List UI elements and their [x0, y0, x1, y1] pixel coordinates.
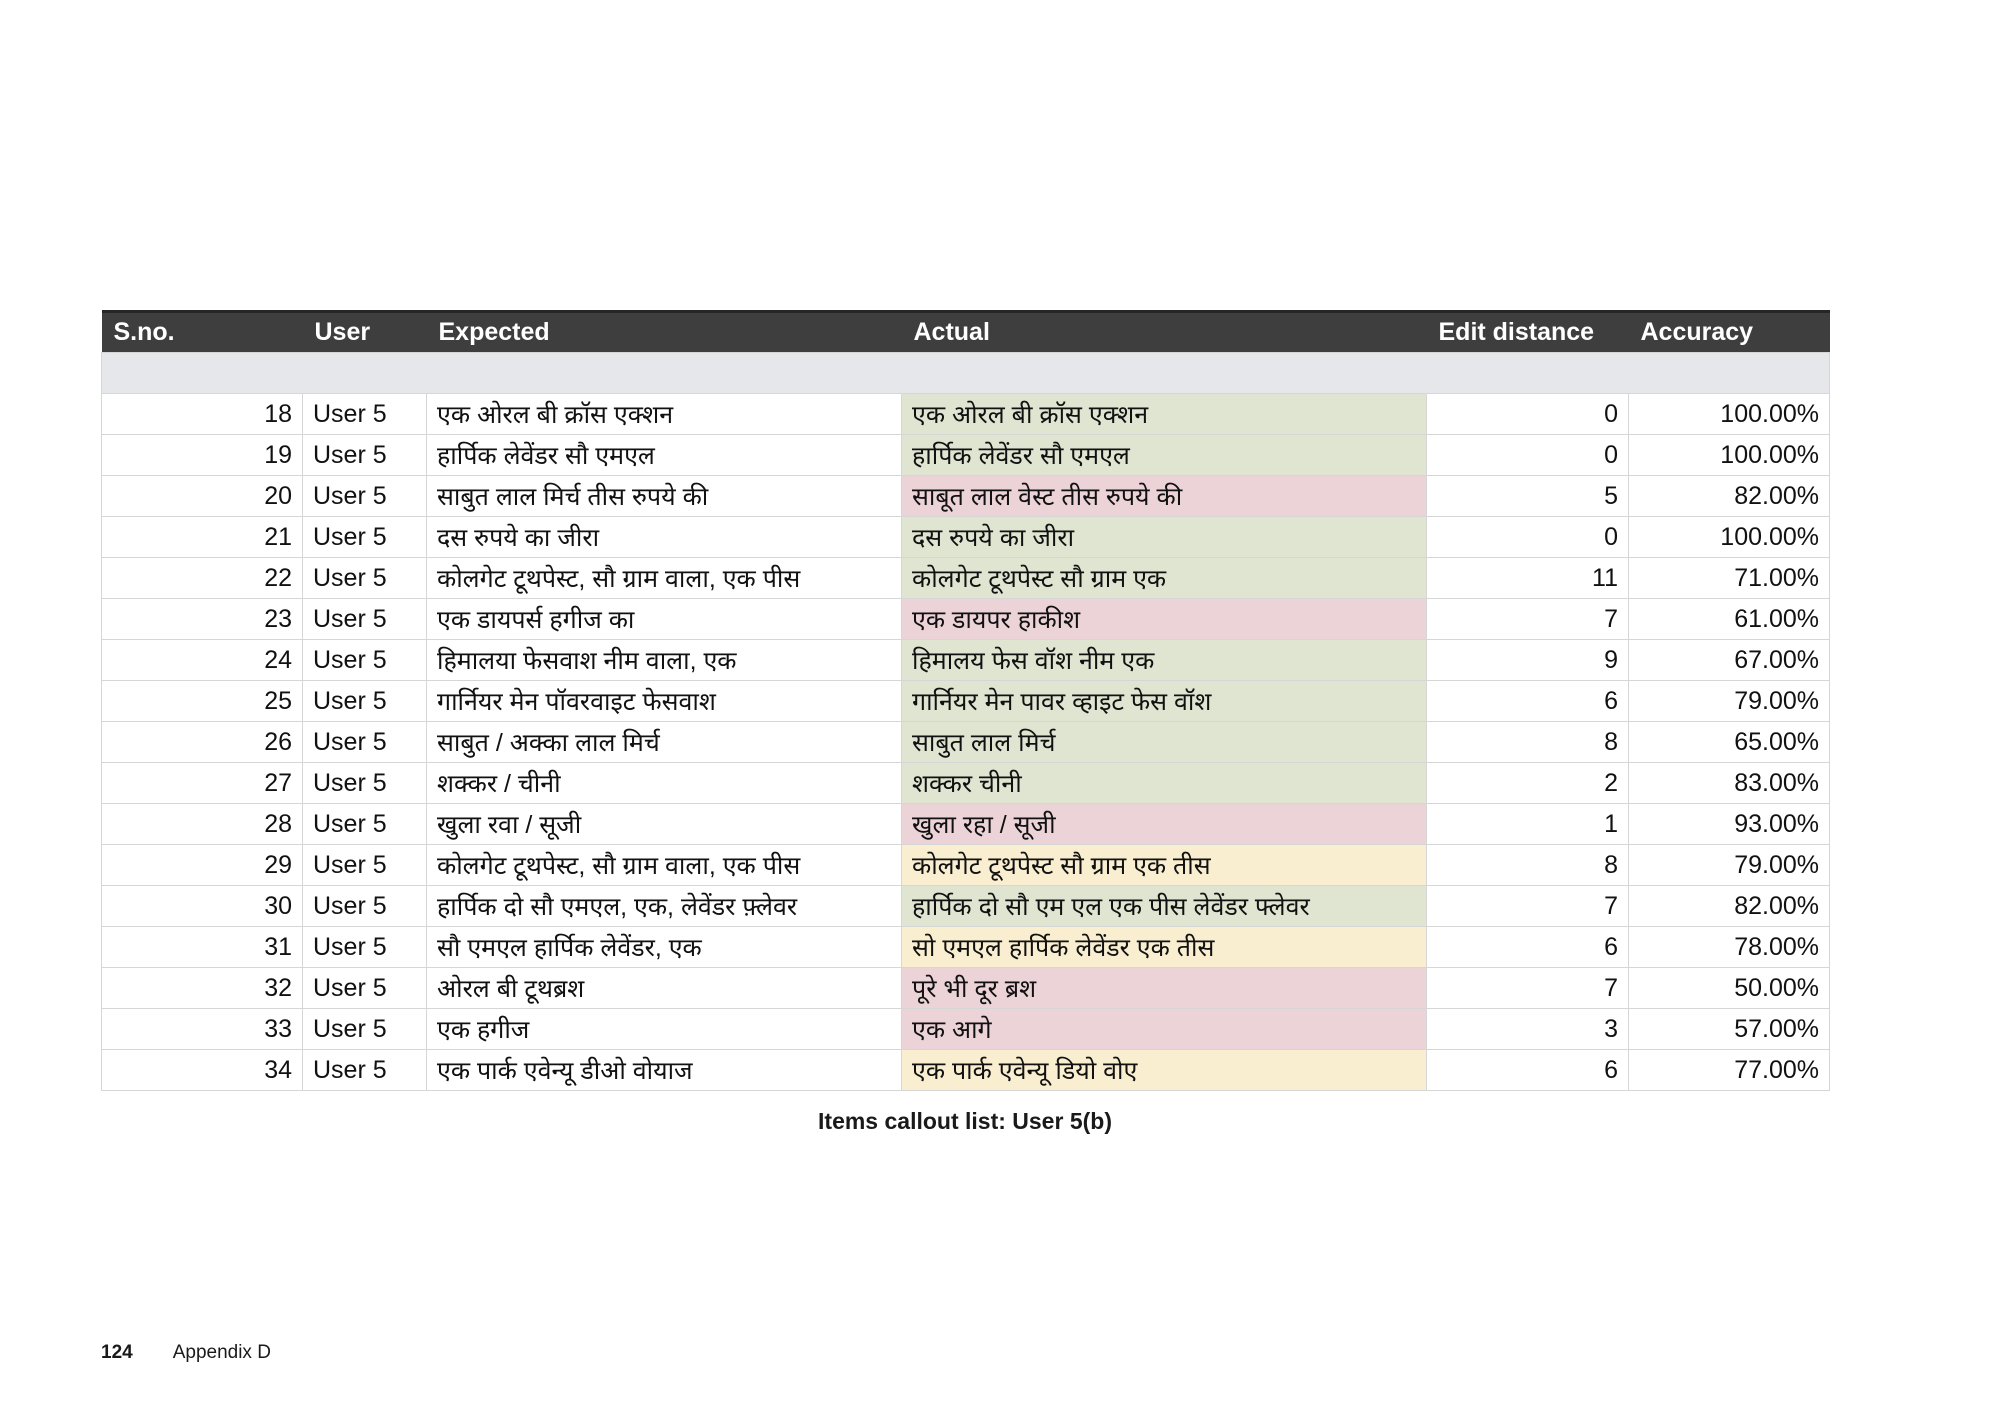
cell-sno: 33 — [102, 1009, 303, 1050]
cell-sno: 20 — [102, 476, 303, 517]
cell-sno: 30 — [102, 886, 303, 927]
cell-accuracy: 79.00% — [1629, 845, 1830, 886]
col-header-user: User — [303, 312, 427, 353]
table-caption: Items callout list: User 5(b) — [818, 1108, 1112, 1134]
cell-expected: साबुत लाल मिर्च तीस रुपये की — [427, 476, 902, 517]
table-row — [102, 558, 1830, 599]
table-row — [102, 681, 1830, 722]
cell-actual: दस रुपये का जीरा — [902, 517, 1427, 558]
table-row — [102, 886, 1830, 927]
cell-sno: 19 — [102, 435, 303, 476]
cell-sno: 32 — [102, 968, 303, 1009]
table-header-row — [102, 312, 1830, 353]
cell-edit-distance: 6 — [1427, 1050, 1629, 1091]
cell-accuracy: 57.00% — [1629, 1009, 1830, 1050]
cell-accuracy: 50.00% — [1629, 968, 1830, 1009]
cell-accuracy: 82.00% — [1629, 886, 1830, 927]
cell-actual: कोलगेट टूथपेस्ट सौ ग्राम एक — [902, 558, 1427, 599]
cell-actual: कोलगेट टूथपेस्ट सौ ग्राम एक तीस — [902, 845, 1427, 886]
cell-edit-distance: 6 — [1427, 927, 1629, 968]
cell-actual: गार्नियर मेन पावर व्हाइट फेस वॉश — [902, 681, 1427, 722]
table-row — [102, 845, 1830, 886]
table-row — [102, 968, 1830, 1009]
cell-user: User 5 — [303, 517, 427, 558]
cell-edit-distance: 2 — [1427, 763, 1629, 804]
cell-user: User 5 — [303, 1050, 427, 1091]
table-row — [102, 435, 1830, 476]
cell-sno: 34 — [102, 1050, 303, 1091]
cell-edit-distance: 3 — [1427, 1009, 1629, 1050]
cell-edit-distance: 0 — [1427, 435, 1629, 476]
cell-expected: एक डायपर्स हगीज का — [427, 599, 902, 640]
cell-expected: एक हगीज — [427, 1009, 902, 1050]
cell-actual: एक आगे — [902, 1009, 1427, 1050]
cell-edit-distance: 8 — [1427, 722, 1629, 763]
accuracy-table — [101, 310, 1830, 1091]
cell-expected: खुला रवा / सूजी — [427, 804, 902, 845]
cell-accuracy: 79.00% — [1629, 681, 1830, 722]
table-row — [102, 394, 1830, 435]
cell-sno: 27 — [102, 763, 303, 804]
cell-actual: हार्पिक दो सौ एम एल एक पीस लेवेंडर फ्लेवर — [902, 886, 1427, 927]
cell-accuracy: 67.00% — [1629, 640, 1830, 681]
cell-actual: एक ओरल बी क्रॉस एक्शन — [902, 394, 1427, 435]
cell-actual: पूरे भी दूर ब्रश — [902, 968, 1427, 1009]
cell-accuracy: 82.00% — [1629, 476, 1830, 517]
cell-edit-distance: 11 — [1427, 558, 1629, 599]
cell-accuracy: 61.00% — [1629, 599, 1830, 640]
table-row — [102, 1009, 1830, 1050]
cell-expected: कोलगेट टूथपेस्ट, सौ ग्राम वाला, एक पीस — [427, 558, 902, 599]
cell-expected: साबुत / अक्का लाल मिर्च — [427, 722, 902, 763]
cell-edit-distance: 1 — [1427, 804, 1629, 845]
cell-accuracy: 100.00% — [1629, 517, 1830, 558]
cell-expected: हार्पिक दो सौ एमएल, एक, लेवेंडर फ़्लेवर — [427, 886, 902, 927]
cell-edit-distance: 0 — [1427, 394, 1629, 435]
table-row — [102, 640, 1830, 681]
cell-edit-distance: 8 — [1427, 845, 1629, 886]
cell-edit-distance: 9 — [1427, 640, 1629, 681]
cell-actual: शक्कर चीनी — [902, 763, 1427, 804]
cell-sno: 26 — [102, 722, 303, 763]
cell-accuracy: 100.00% — [1629, 394, 1830, 435]
cell-expected: दस रुपये का जीरा — [427, 517, 902, 558]
cell-edit-distance: 7 — [1427, 599, 1629, 640]
col-header-actual: Actual — [902, 312, 1427, 353]
col-header-edit-distance: Edit distance — [1427, 312, 1629, 353]
cell-sno: 28 — [102, 804, 303, 845]
cell-sno: 31 — [102, 927, 303, 968]
table-row — [102, 476, 1830, 517]
cell-actual: साबूत लाल वेस्ट तीस रुपये की — [902, 476, 1427, 517]
cell-expected: एक पार्क एवेन्यू डीओ वोयाज — [427, 1050, 902, 1091]
cell-accuracy: 100.00% — [1629, 435, 1830, 476]
cell-actual: एक डायपर हाकीश — [902, 599, 1427, 640]
cell-user: User 5 — [303, 681, 427, 722]
cell-expected: गार्नियर मेन पॉवरवाइट फेसवाश — [427, 681, 902, 722]
cell-edit-distance: 6 — [1427, 681, 1629, 722]
col-header-accuracy: Accuracy — [1629, 312, 1830, 353]
col-header-sno: S.no. — [102, 312, 303, 353]
cell-user: User 5 — [303, 640, 427, 681]
cell-expected: शक्कर / चीनी — [427, 763, 902, 804]
cell-actual: साबुत लाल मिर्च — [902, 722, 1427, 763]
cell-user: User 5 — [303, 845, 427, 886]
table-row — [102, 1050, 1830, 1091]
cell-user: User 5 — [303, 927, 427, 968]
cell-user: User 5 — [303, 599, 427, 640]
cell-edit-distance: 7 — [1427, 886, 1629, 927]
cell-user: User 5 — [303, 435, 427, 476]
cell-user: User 5 — [303, 558, 427, 599]
cell-user: User 5 — [303, 722, 427, 763]
cell-actual: सो एमएल हार्पिक लेवेंडर एक तीस — [902, 927, 1427, 968]
page-footer — [101, 1342, 271, 1364]
cell-sno: 25 — [102, 681, 303, 722]
col-header-expected: Expected — [427, 312, 902, 353]
cell-sno: 22 — [102, 558, 303, 599]
table-row — [102, 804, 1830, 845]
page-number: 124 — [101, 1342, 133, 1363]
cell-expected: हार्पिक लेवेंडर सौ एमएल — [427, 435, 902, 476]
cell-accuracy: 77.00% — [1629, 1050, 1830, 1091]
cell-user: User 5 — [303, 886, 427, 927]
cell-user: User 5 — [303, 804, 427, 845]
cell-expected: हिमालया फेसवाश नीम वाला, एक — [427, 640, 902, 681]
table-row — [102, 927, 1830, 968]
header-gap-strip — [102, 353, 1830, 394]
cell-user: User 5 — [303, 763, 427, 804]
cell-sno: 29 — [102, 845, 303, 886]
cell-accuracy: 71.00% — [1629, 558, 1830, 599]
cell-edit-distance: 5 — [1427, 476, 1629, 517]
cell-accuracy: 93.00% — [1629, 804, 1830, 845]
cell-user: User 5 — [303, 476, 427, 517]
cell-accuracy: 83.00% — [1629, 763, 1830, 804]
cell-expected: एक ओरल बी क्रॉस एक्शन — [427, 394, 902, 435]
cell-actual: खुला रहा / सूजी — [902, 804, 1427, 845]
table-row — [102, 763, 1830, 804]
table-row — [102, 599, 1830, 640]
cell-accuracy: 78.00% — [1629, 927, 1830, 968]
cell-sno: 23 — [102, 599, 303, 640]
cell-edit-distance: 7 — [1427, 968, 1629, 1009]
footer-section-label: Appendix D — [172, 1342, 271, 1363]
table-row — [102, 722, 1830, 763]
cell-expected: ओरल बी टूथब्रश — [427, 968, 902, 1009]
cell-expected: कोलगेट टूथपेस्ट, सौ ग्राम वाला, एक पीस — [427, 845, 902, 886]
cell-sno: 21 — [102, 517, 303, 558]
cell-edit-distance: 0 — [1427, 517, 1629, 558]
cell-user: User 5 — [303, 968, 427, 1009]
cell-sno: 24 — [102, 640, 303, 681]
cell-sno: 18 — [102, 394, 303, 435]
cell-expected: सौ एमएल हार्पिक लेवेंडर, एक — [427, 927, 902, 968]
cell-actual: एक पार्क एवेन्यू डियो वोए — [902, 1050, 1427, 1091]
cell-actual: हार्पिक लेवेंडर सौ एमएल — [902, 435, 1427, 476]
cell-actual: हिमालय फेस वॉश नीम एक — [902, 640, 1427, 681]
cell-user: User 5 — [303, 394, 427, 435]
cell-user: User 5 — [303, 1009, 427, 1050]
table-row — [102, 517, 1830, 558]
cell-accuracy: 65.00% — [1629, 722, 1830, 763]
